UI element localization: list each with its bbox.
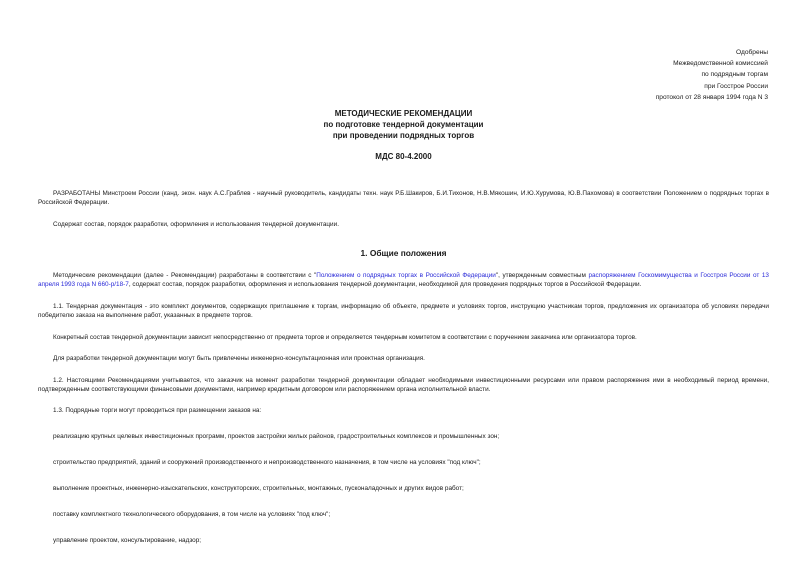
document-body (38, 189, 769, 545)
document-code: МДС 80-4.2000 (375, 152, 432, 161)
paragraph-composition: Конкретный состав тендерной документации зависит непосредственно от предмета торгов и определяется тендерным комитетом в соответствии с поручением заказчика или организатора торгов. (53, 334, 637, 341)
list-item: реализацию крупных целевых инвестиционных программ, проектов застройки жилых районов, градостроительных комплексов и промышленных зон; (53, 433, 500, 440)
title-line: по подготовке тендерной документации (323, 120, 484, 129)
paragraph-1-1: 1.1. Тендерная документация - это комплект документов, содержащих приглашение к торгам, информацию об объекте, предмете и условиях торгов, инструкцию участникам торгов, предложения их организатора об условиях передачи победителю заказа на выполнение работ, указанных в предмете торгов. (38, 303, 769, 319)
list-item: поставку комплектного технологического оборудования, в том числе на условиях "под ключ"; (53, 511, 331, 518)
title-line: при проведении подрядных торгов (332, 131, 475, 140)
regulation-link[interactable]: Положением о подрядных торгах в Российской Федерации (316, 272, 496, 279)
paragraph-text: ", утвержденным совместным (495, 272, 589, 279)
paragraph-text: Методические рекомендации (далее - Рекомендации) разработаны в соответствии с " (53, 272, 317, 279)
approval-stamp (656, 47, 768, 103)
paragraph-development: Для разработки тендерной документации могут быть привлечены инженерно-консультационная или проектная организация. (53, 355, 425, 362)
approval-line: Одобрены (736, 49, 768, 56)
paragraph-1-2: 1.2. Настоящими Рекомендациями учитывается, что заказчик на момент разработки тендерной документации обладает необходимыми инвестиционными ресурсами или правом распоряжения ими в необходимый период времени, подтвержденным соответствующими финансовыми документами, например кредитным договором или распоряжением органа исполнительной власти. (38, 377, 769, 393)
approval-line: Межведомственной комиссией (673, 60, 768, 68)
developers-paragraph: РАЗРАБОТАНЫ Минстроем России (канд. экон. наук А.С.Граблев - научный руководитель, кандидаты техн. наук Р.Б.Шакиров, Б.И.Тихонов, Н.В.Мякошин, И.Ю.Хурумова, Ю.В.Пахомова) в соответствии Положением о подрядных торгах в Российской Федерации. (38, 190, 769, 206)
list-item: управление проектом, консультирование, надзор; (53, 537, 202, 544)
document-title (0, 108, 807, 162)
approval-line: по подрядным торгам (701, 71, 768, 79)
list-item: выполнение проектных, инженерно-изыскательских, конструкторских, строительных, монтажных, пусконаладочных и других видов работ; (53, 485, 464, 492)
title-line: МЕТОДИЧЕСКИЕ РЕКОМЕНДАЦИИ (334, 109, 473, 118)
approval-line: протокол от 28 января 1994 года N 3 (655, 93, 768, 101)
paragraph-text: , содержат состав, порядок разработки, оформления и использования тендерной документации, необходимой для проведения подрядных торгов в Российской Федерации. (128, 281, 642, 288)
contents-paragraph: Содержат состав, порядок разработки, оформления и использования тендерной документации. (53, 221, 339, 228)
list-item: строительство предприятий, зданий и сооружений производственного и непроизводственного назначения, в том числе на условиях "под ключ"; (53, 459, 481, 466)
paragraph-1-3: 1.3. Подрядные торги могут проводиться при размещении заказов на: (53, 407, 262, 414)
approval-line: при Госстрое России (704, 82, 768, 90)
paragraph-intro (38, 271, 769, 289)
section-heading: 1. Общие положения (360, 248, 447, 258)
order-link[interactable]: распоряжением Госкомимущества и Госстроя России от 13 апреля 1993 года N 660-р/18-7 (38, 272, 769, 288)
